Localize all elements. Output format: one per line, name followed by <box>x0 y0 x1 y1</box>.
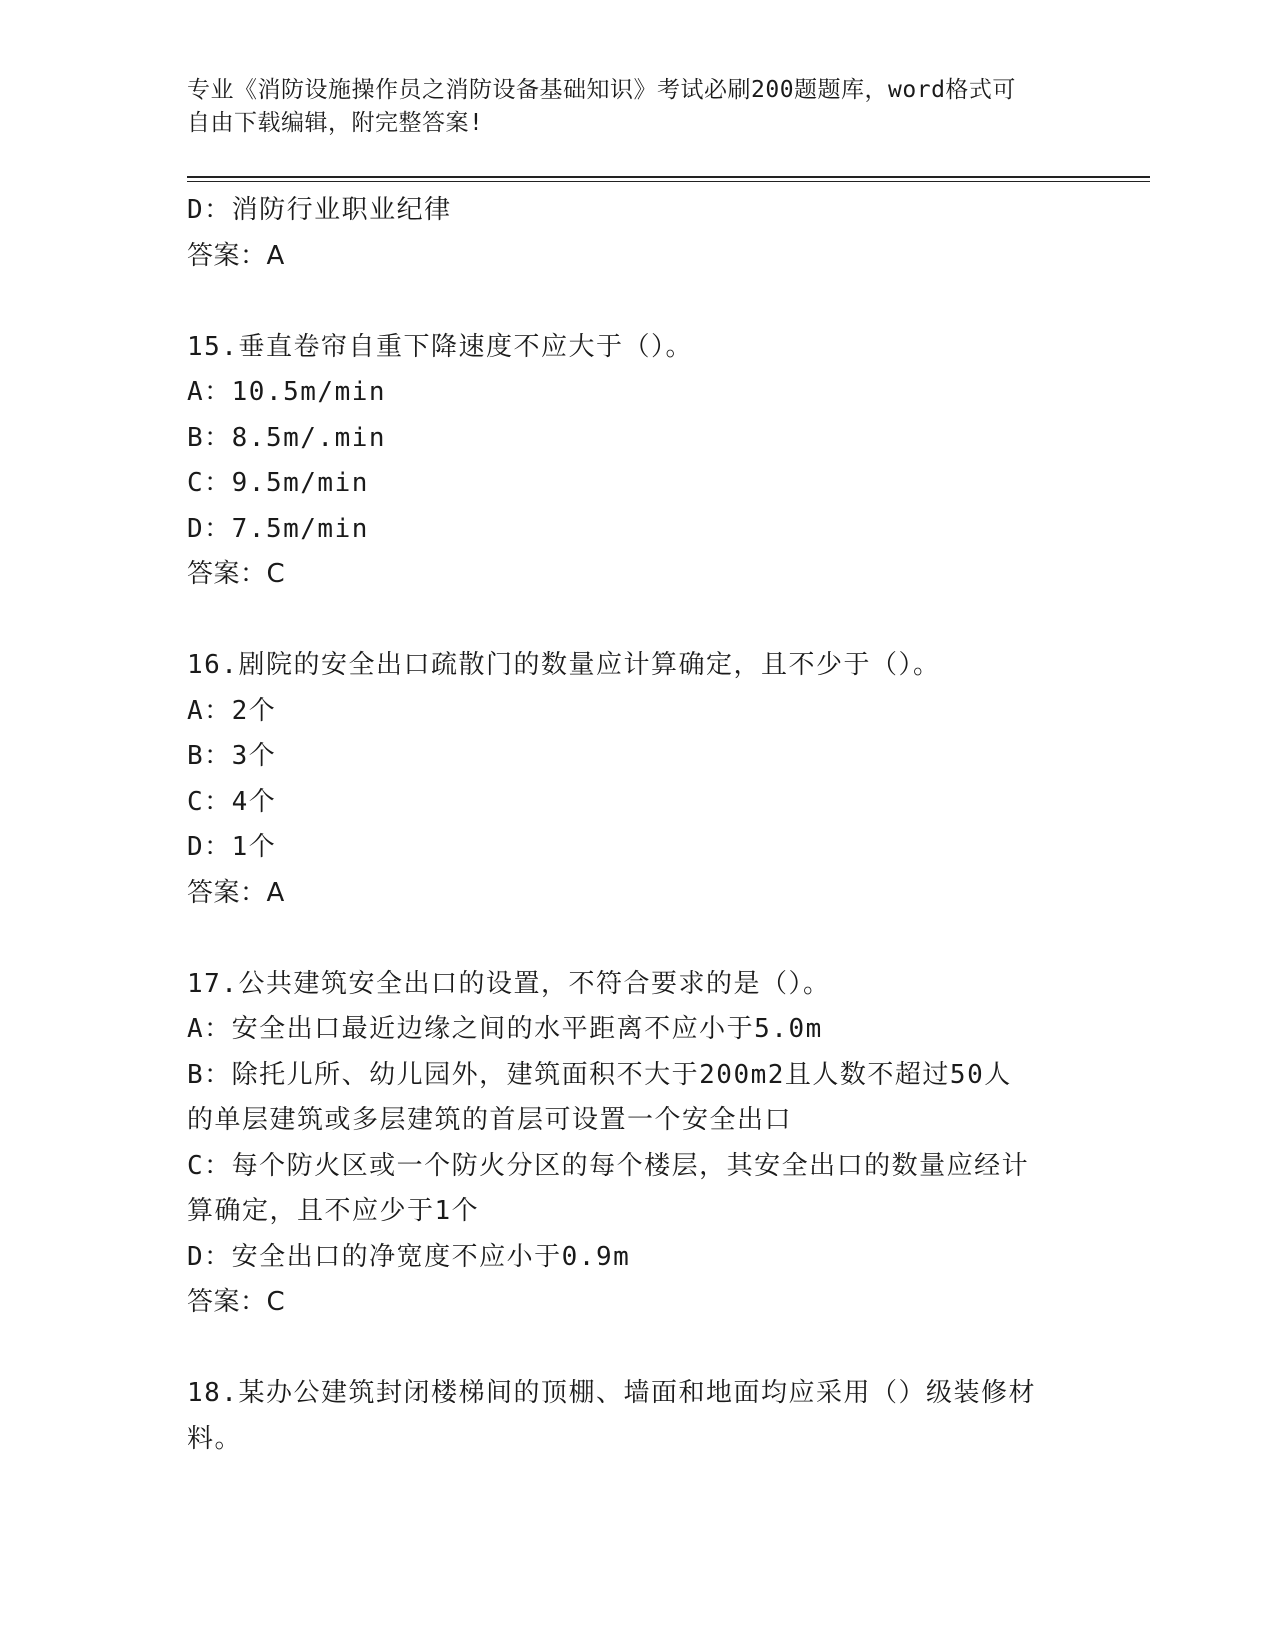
q15-option-d: D：7.5m/min <box>187 513 369 544</box>
q16-option-d: D：1个 <box>187 832 277 862</box>
q17-option-a: A：安全出口最近边缘之间的水平距离不应小于5.0m <box>187 1014 823 1044</box>
question-list <box>187 188 1067 1462</box>
header-title-line-1: 专业《消防设施操作员之消防设备基础知识》考试必刷200题题库，word格式可 <box>187 77 1016 103</box>
q15-option-a: A：10.5m/min <box>187 377 387 407</box>
q17-option-d: D：安全出口的净宽度不应小于0.9m <box>187 1241 631 1272</box>
q17-question: 17.公共建筑安全出口的设置，不符合要求的是（）。 <box>187 968 831 999</box>
q17-option-b-line-1: B：除托儿所、幼儿园外，建筑面积不大于200m2且人数不超过50人 <box>187 1059 1012 1090</box>
q16-option-c: C：4个 <box>187 786 277 817</box>
q17-option-b-line-2: 的单层建筑或多层建筑的首层可设置一个安全出口 <box>187 1105 793 1135</box>
header-divider-thin <box>187 181 1150 182</box>
q16-question: 16.剧院的安全出口疏散门的数量应计算确定，且不少于（）。 <box>187 650 941 680</box>
spacer <box>187 1326 1067 1372</box>
prev-answer: 答案：A <box>187 240 285 271</box>
q15-answer: 答案：C <box>187 559 286 589</box>
q16-option-a: A：2个 <box>187 695 277 726</box>
q17-answer: 答案：C <box>187 1287 286 1317</box>
spacer <box>187 279 1067 325</box>
prev-option-d: D：消防行业职业纪律 <box>187 195 452 225</box>
spacer <box>187 598 1067 644</box>
q17-option-c-line-1: C：每个防火区或一个防火分区的每个楼层，其安全出口的数量应经计 <box>187 1150 1030 1181</box>
q18-question-line-2: 料。 <box>187 1423 243 1454</box>
q15-option-b: B：8.5m/.min <box>187 422 387 453</box>
q16-answer: 答案：A <box>187 877 285 908</box>
header-title-line-2: 自由下载编辑，附完整答案! <box>187 110 484 136</box>
document-header <box>187 74 1067 140</box>
q15-question: 15.垂直卷帘自重下降速度不应大于（）。 <box>187 331 693 362</box>
q15-option-c: C：9.5m/min <box>187 468 369 498</box>
q17-option-c-line-2: 算确定，且不应少于1个 <box>187 1196 480 1226</box>
q16-option-b: B：3个 <box>187 741 277 771</box>
q18-question-line-1: 18.某办公建筑封闭楼梯间的顶棚、墙面和地面均应采用（）级装修材 <box>187 1378 1036 1408</box>
header-divider-thick <box>187 176 1150 178</box>
spacer <box>187 916 1067 962</box>
